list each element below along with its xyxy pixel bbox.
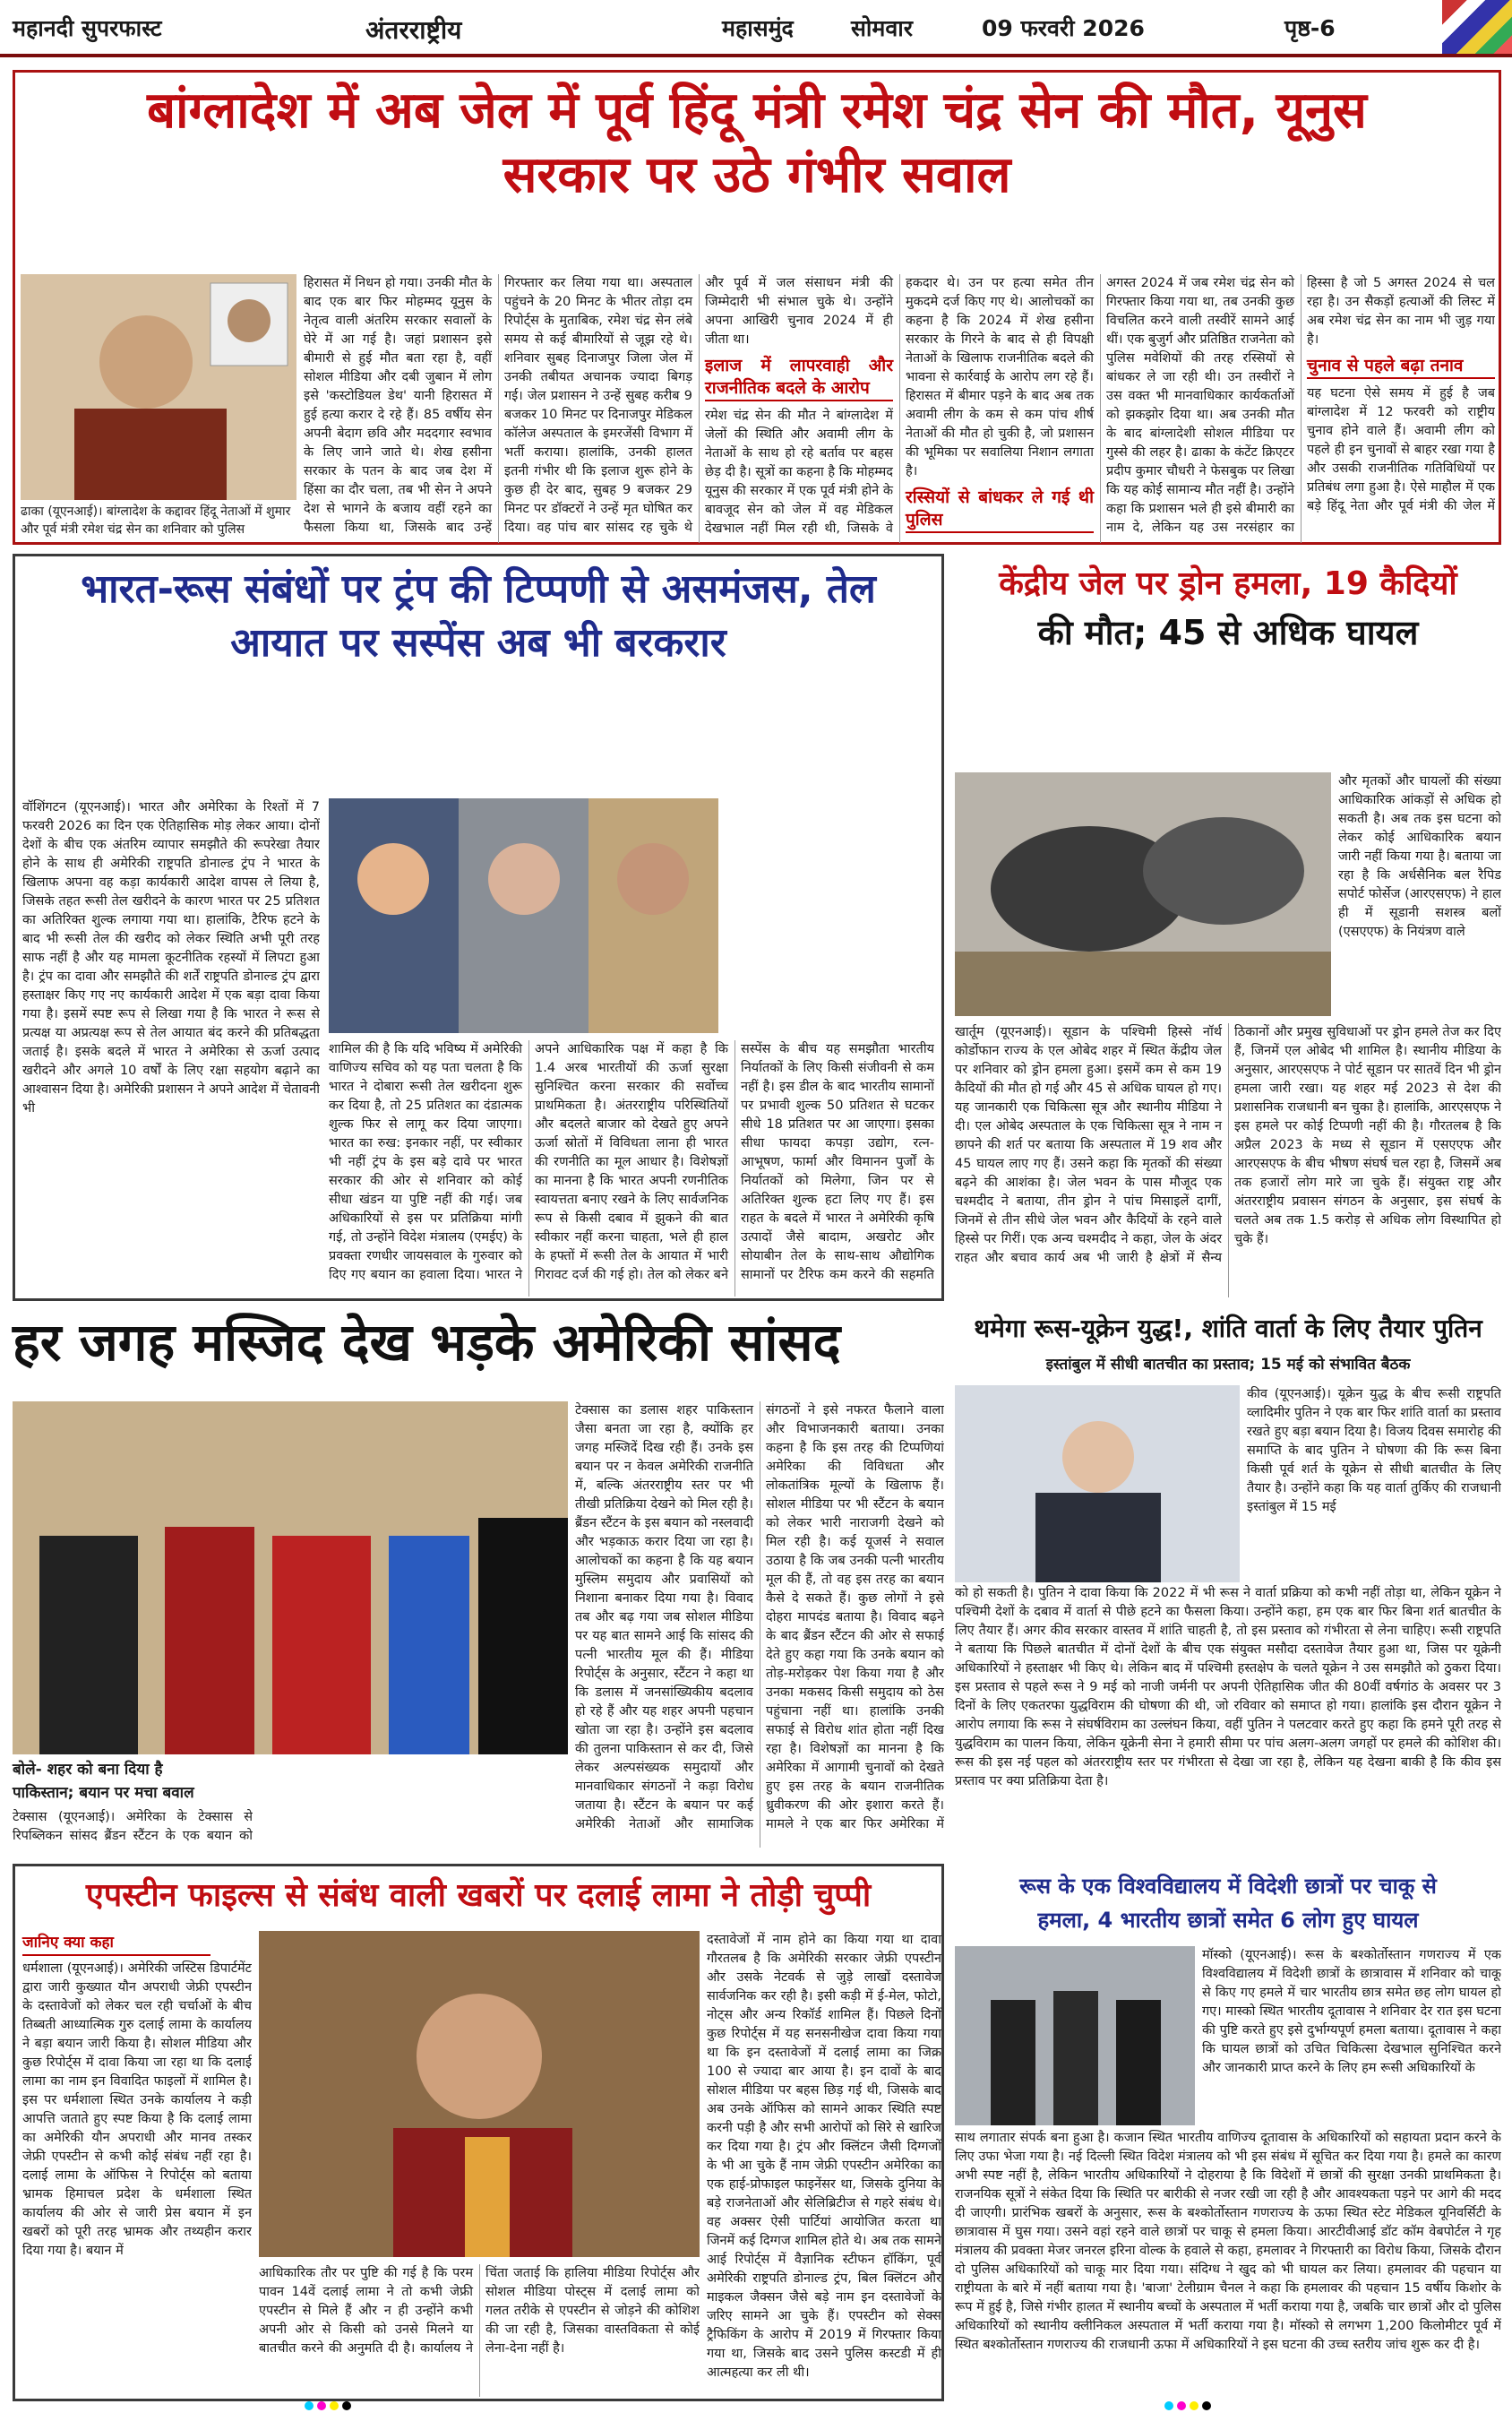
caption-line-2: पाकिस्तान; बयान पर मचा बवाल (13, 1784, 194, 1802)
paragraph: यह घटना ऐसे समय में हुई है जब बांग्लादेश में 12 फरवरी को राष्ट्रीय चुनाव होने वाले हैं। अवामी लीग को पहले ही इन चुनावों से बाहर रखा गया है और उसकी राजनीतिक गतिविधियों पर प्रतिबंध लगा हुआ है। ऐसे माहौल में एक बड़े हिंदू नेता और पूर्व मंत्री की जेल में (1307, 386, 1495, 513)
subhead-election: चुनाव से पहले बढ़ा तनाव (1307, 355, 1495, 379)
headline-bangladesh-2: सरकार पर उठे गंभीर सवाल (503, 146, 1011, 204)
label-dalai-lama: जानिए क्या कहा (22, 1931, 210, 1956)
body-us-mosque-intro (13, 1808, 253, 1848)
story-sudan-drone (955, 554, 1501, 1301)
day-name: सोमवार (851, 15, 913, 41)
issue-date: 09 फरवरी 2026 (982, 15, 1145, 41)
headline-russia-stabbing-2: हमला, 4 भारतीय छात्रों समेत 6 लोग हुए घायल (1037, 1908, 1419, 1933)
headline-us-mosque: हर जगह मस्जिद देख भड़के अमेरिकी सांसद (13, 1312, 841, 1373)
paragraph: को हो सकती है। पुतिन ने दावा किया कि 2022 में भी रूस ने वार्ता प्रक्रिया को कभी नहीं तोड़ा था, लेकिन यूक्रेन ने पश्चिमी देशों के दबाव में वार्ता से पीछे हटने का फैसला किया। उन्होंने कहा, हम एक बार फिर बिना शर्त बातचीत के लिए तैयार हैं। अगर कीव सरकार वास्तव में शांति चाहती है, तो इस प्रस्ताव को गंभीरता से लेना चाहिए। रूसी राष्ट्रपति ने बताया कि पिछले बातचीत में दोनों देशों के बीच एक संयुक्त मसौदा दस्तावेज तैयार हुआ था, जिस पर यूक्रेनी अधिकारियों ने हस्ताक्षर भी किए थे। लेकिन बाद में पश्चिमी हस्तक्षेप के चलते यूक्रेन ने उस समझौते को ठुकरा दिया। इस प्रस्ताव से पहले रूस ने 9 मई को नाजी जर्मनी पर अपनी ऐतिहासिक जीत की 80वीं वर्षगांठ के अवसर पर 3 दिनों के लिए एकतरफा युद्धविराम की घोषणा की थी, जो रविवार को समाप्त हो गया। हालांकि इस दौरान यूक्रेन ने आरोप लगाया कि रूस ने संघर्षविराम का उल्लंघन किया, वहीं पुतिन ने पलटवार करते हुए कहा कि हमने पूरी तरह से युद्धविराम का पालन किया, लेकिन यूक्रेनी सेना ने हमारी सीमा पर पांच अलग-अलग जगहों पर हमले की कोशिश की। रूस की इस नई पहल को अंतरराष्ट्रीय स्तर पर गंभीरता से देखा जा रहा है, लेकिन यह देखना बाकी है कि कीव इस प्रस्ताव पर क्या प्रतिक्रिया देता है। (955, 1586, 1501, 1788)
flags-graphic (1442, 0, 1512, 54)
paragraph: वॉशिंगटन (यूएनआई)। भारत और अमेरिका के रिश्तों में 7 फरवरी 2026 का दिन एक ऐतिहासिक मोड़ लेकर आया। दोनों देशों के बीच एक अंतरिम व्यापार समझौते की रूपरेखा तैयार होने के साथ ही अमेरिकी राष्ट्रपति डोनाल्ड ट्रंप ने भारत के खिलाफ अपना वह कड़ा कार्यकारी आदेश वापस ले लिया है, जिसके तहत रूसी तेल खरीदने के कारण भारत पर 25 प्रतिशत का अतिरिक्त शुल्क लगाया गया था। हालांकि, टैरिफ हटने के बाद भी रूसी तेल की खरीद को लेकर स्थिति अभी पूरी तरह साफ नहीं है और यह मामला कूटनीतिक रहस्यों में लिपटा हुआ है। ट्रंप का दावा और समझौते की शर्तें राष्ट्रपति डोनाल्ड ट्रंप द्वारा हस्ताक्षर किए गए नए कार्यकारी आदेश में एक बड़ा दावा किया गया है। इसमें स्पष्ट रूप से लिखा गया है कि भारत ने रूस से प्रत्यक्ष या अप्रत्यक्ष रूप से तेल आयात बंद करने की प्रतिबद्धता जताई है। इसके बदले में भारत ने अमेरिका से ऊर्जा उत्पाद खरीदने और अगले 10 वर्षों के लिए रक्षा सहयोग बढ़ाने का आश्वासन दिया है। अमेरिकी प्रशासन ने अपने आदेश में चेतावनी भी (22, 800, 320, 1116)
paragraph: टेक्सास का डलास शहर पाकिस्तान जैसा बनता जा रहा है, क्योंकि हर जगह मस्जिदें दिख रही हैं। उनके इस बयान पर न केवल अमेरिकी राजनीति में, बल्कि अंतरराष्ट्रीय स्तर पर भी तीखी प्रतिक्रिया देखने को मिल रही है। ब्रैंडन स्टैंटन के इस बयान को नस्लवादी और भड़काऊ करार दिया जा रहा है। आलोचकों का कहना है कि यह बयान मुस्लिम समुदाय और प्रवासियों को निशाना बनाकर दिया गया है। विवाद तब और बढ़ गया जब सोशल मीडिया पर यह बात सामने आई कि सांसद की पत्नी भारतीय मूल की हैं। मीडिया रिपोर्ट्स के अनुसार, स्टैंटन ने कहा था कि डलास में जनसांख्यिकीय बदलाव हो रहे हैं और यह शहर अपनी पहचान खोता जा रहा है। उन्होंने इस बदलाव की तुलना पाकिस्तान से कर दी, जिसे लेकर अल्पसंख्यक समुदायों और मानवाधिकार संगठनों ने कड़ा विरोध जताया है। स्टैंटन के बयान पर कई अमेरिकी नेताओं और सामाजिक संगठनों ने इसे नफरत फैलाने वाला और विभाजनकारी बताया। उनका कहना है कि इस तरह की टिप्पणियां अमेरिका की विविधता और लोकतांत्रिक मूल्यों के खिलाफ हैं। सोशल मीडिया पर भी स्टैंटन के बयान को लेकर भारी नाराजगी देखने को मिल रही है। कई यूजर्स ने सवाल उठाया है कि जब उनकी पत्नी भारतीय मूल की हैं, तो वह इस तरह का बयान कैसे दे सकते हैं। कुछ लोगों ने इसे दोहरा मापदंड बताया है। विवाद बढ़ने के बाद ब्रैंडन स्टैंटन की ओर से सफाई देते हुए कहा गया कि उनके बयान को तोड़-मरोड़कर पेश किया गया है और उनका मकसद किसी समुदाय को ठेस पहुंचाना नहीं था। हालांकि उनकी सफाई से विरोध शांत होता नहीं दिख रहा है। विशेषज्ञों का मानना है कि अमेरिका में आगामी चुनावों को देखते हुए इस तरह के बयान राजनीतिक ध्रुवीकरण की ओर इशारा करते हैं। मामले ने एक बार फिर अमेरिका में (575, 1403, 944, 1831)
masthead (0, 0, 1512, 57)
paragraph: दस्तावेजों में नाम होने का किया गया था दावा गौरतलब है कि अमेरिकी सरकार जेफ्री एपस्टीन और उसके नेटवर्क से जुड़े लाखों दस्तावेज सार्वजनिक कर रही है। इसी कड़ी में ई-मेल, फोटो, नोट्स और अन्य रिकॉर्ड शामिल हैं। पिछले दिनों कुछ रिपोर्ट्स में यह सनसनीखेज दावा किया गया था कि इन दस्तावेजों में दलाई लामा का जिक्र 100 से ज्यादा बार आया है। इन दावों के बाद सोशल मीडिया पर बहस छिड़ गई थी, जिसके बाद अब उनके ऑफिस को सामने आकर स्थिति स्पष्ट करनी पड़ी है और सभी आरोपों को सिरे से खारिज कर दिया गया है। ट्रंप और क्लिंटन जैसी दिग्गजों के भी आ चुके हैं नाम जेफ्री एपस्टीन अमेरिका का एक हाई-प्रोफाइल फाइनेंसर था, जिसके दुनिया के बड़े राजनेताओं और सेलिब्रिटीज से गहरे संबंध थे। वह अक्सर ऐसी पार्टियां आयोजित करता था जिनमें कई दिग्गज शामिल होते थे। अब तक सामने आई रिपोर्ट्स में वैज्ञानिक स्टीफन हॉकिंग, पूर्व अमेरिकी राष्ट्रपति डोनाल्ड ट्रंप, बिल क्लिंटन और माइकल जैक्सन जैसे बड़े नाम इन दस्तावेजों के जरिए सामने आ चुके हैं। एपस्टीन को सेक्स ट्रैफिकिंग के आरोप में 2019 में गिरफ्तार किया गया था, जिसके बाद उसने पुलिस कस्टडी में ही आत्महत्या कर ली थी। (707, 1933, 941, 2380)
subhead-negligence: इलाज में लापरवाही और राजनीतिक बदले के आरोप (705, 355, 893, 401)
photo-us-senator (13, 1401, 568, 1754)
headline-sudan-1 (955, 561, 1501, 608)
story-dalai-lama (13, 1864, 944, 2401)
photo-russia-police (955, 1946, 1195, 2125)
caption-line-1: बोले- शहर को बना दिया है (13, 1761, 163, 1779)
paragraph: और मृतकों और घायलों की संख्या आधिकारिक आंकड़ों से अधिक हो सकती है। अब तक इस घटना को लेकर कोई आधिकारिक बयान जारी नहीं किया गया है। बताया जा रहा है कि अर्धसैनिक बल रैपिड सपोर्ट फोर्सेज (आरएसएफ) ने हाल ही में सूडानी सशस्त्र बलों (एसएएफ) के नियंत्रण वाले (1338, 774, 1501, 939)
paragraph: शामिल की है कि यदि भविष्य में अमेरिकी वाणिज्य सचिव को यह पता चलता है कि भारत ने दोबारा रूसी तेल खरीदना शुरू कर दिया है, तो 25 प्रतिशत का दंडात्मक शुल्क फिर से लागू कर दिया जाएगा। भारत का रुख: इनकार नहीं, पर स्वीकार भी नहीं ट्रंप के इस बड़े दावे पर भारत सरकार की ओर से शनिवार को कोई सीधा खंडन या पुष्टि नहीं की गई। जब अधिकारियों से इस पर प्रतिक्रिया मांगी गई, तो उन्होंने विदेश मंत्रालय (एमईए) के प्रवक्ता रणधीर जायसवाल के गुरुवार को दिए गए बयान का हवाला दिया। भारत ने अपने आधिकारिक पक्ष में कहा है कि 1.4 अरब भारतीयों की ऊर्जा सुरक्षा सुनिश्चित करना सरकार की सर्वोच्च प्राथमिकता है। अंतरराष्ट्रीय परिस्थितियों और बदलते बाजार को देखते हुए अपने ऊर्जा स्रोतों में विविधता लाना ही भारत की रणनीति का मूल आधार है। विशेषज्ञों का मानना है कि भारत अपनी रणनीतिक स्वायत्तता बनाए रखने के लिए सार्वजनिक रूप से किसी दबाव में झुकने की बात स्वीकार नहीं करना चाहता, भले ही हाल के हफ्तों में रूसी तेल के आयात में भारी गिरावट दर्ज की गई हो। तेल को लेकर बने सस्पेंस के बीच यह समझौता भारतीय निर्यातकों के लिए किसी संजीवनी से कम नहीं है। इस डील के बाद भारतीय सामानों पर प्रभावी शुल्क 50 प्रतिशत से घटकर सीधे 18 प्रतिशत पर आ जाएगा। इसका सीधा फायदा कपड़ा उद्योग, रत्न-आभूषण, फार्मा और विमानन पुर्जों के निर्यातकों को मिलेगा, जिन पर से अतिरिक्त शुल्क हटा लिए गए हैं। इस राहत के बदले में भारत ने अमेरिकी कृषि उत्पादों जैसे बादाम, अखरोट और सोयाबीन तेल के साथ-साथ औद्योगिक सामानों पर टैरिफ कम करने की सहमति (329, 1042, 934, 1282)
headline-india-russia-2: आयात पर सस्पेंस अब भी बरकरार (230, 620, 726, 666)
body-russia-side (1202, 1946, 1501, 2125)
story-bangladesh (13, 70, 1501, 545)
paragraph: आधिकारिक तौर पर पुष्टि की गई है कि परम पावन 14वें दलाई लामा ने तो कभी जेफ्री एपस्टीन से मिले हैं और न ही उन्होंने कभी अपनी ओर से किसी को उनसे मिलने या बातचीत करने की अनुमति दी है। कार्यालय ने चिंता जताई कि हालिया मीडिया रिपोर्ट्स और सोशल मीडिया पोस्ट्स में दलाई लामा को गलत तरीके से एपस्टीन से जोड़ने की कोशिश की जा रही है, जिसका वास्तविकता से कोई लेना-देना नहीं है। (259, 2266, 700, 2356)
paragraph: टेक्सास (यूएनआई)। अमेरिका के टेक्सास से रिपब्लिकन सांसद ब्रैंडन स्टैंटन के एक बयान को (13, 1810, 253, 1843)
photo-dalai-lama (259, 1931, 700, 2257)
paper-name: महानदी सुपरफास्ट (13, 15, 162, 41)
paragraph: मॉस्को (यूएनआई)। रूस के बश्कोर्तोस्तान गणराज्य में एक विश्वविद्यालय में विदेशी छात्रों के छात्रावास में शनिवार को चाकू से किए गए हमले में चार भारतीय छात्र समेत छह लोग घायल हो गए। मास्को स्थित भारतीय दूतावास ने शनिवार देर रात इस घटना की पुष्टि करते हुए इसे दुर्भाग्यपूर्ण हमला बताया। दूतावास ने कहा कि घायल छात्रों को उचित चिकित्सा देखभाल सुनिश्चित करने और जानकारी प्राप्त करने के लिए हम रूसी अधिकारियों के (1202, 1948, 1501, 2075)
body-bangladesh (304, 274, 1495, 543)
photo-trump-putin-modi (329, 798, 718, 1033)
photo-sudan-smoke (955, 772, 1331, 1016)
paragraph: हिरासत में निधन हो गया। उनकी मौत के बाद एक बार फिर मोहम्मद यूनुस के नेतृत्व वाली अंतरिम सरकार सवालों के घेरे में आ गई है। जहां प्रशासन इसे बीमारी से हुई मौत बता रहा है, वहीं सोशल मीडिया और दबी जुबान में लोग इसे 'कस्टोडियल डेथ' यानी हिरासत में हुई हत्या करार दे रहे हैं। 85 वर्षीय सेन अपनी बेदाग छवि और मददगार स्वभाव के लिए जाने जाते थे। शेख हसीना सरकार के पतन के बाद जब देश में हिंसा का दौर चला, तब भी सेन ने अपने देश से भागने के बजाय वहीं रहने का फैसला किया था, जिसके बाद उन्हें गिरफ्तार कर लिया गया था। अस्पताल पहुंचने के 20 मिनट के भीतर तोड़ा दम रिपोर्ट्स के मुताबिक, रमेश चंद्र सेन लंबे समय से कई बीमारियों से जूझ रहे थे। शनिवार सुबह दिनाजपुर जिला जेल में उनकी तबीयत अचानक ज्यादा बिगड़ गई। जेल प्रशासन ने उन्हें सुबह करीब 9 बजकर 10 मिनट पर दिनाजपुर मेडिकल कॉलेज अस्पताल के इमरजेंसी विभाग में भर्ती कराया। हालांकि, उनकी हालत इतनी गंभीर थी कि इलाज शुरू होने के कुछ ही देर बाद, सुबह 9 बजकर 29 मिनट पर डॉक्टरों ने उन्हें मृत घोषित कर दिया। वह पांच बार सांसद रह चुके थे और पूर्व में जल संसाधन मंत्री की जिम्मेदारी भी संभाल चुके थे। उन्होंने अपना आखिरी चुनाव 2024 में ही जीता था। (304, 276, 893, 535)
story-putin-talks (955, 1310, 1501, 1848)
body-us-mosque (575, 1401, 944, 1848)
headline-bangladesh-1: बांग्लादेश में अब जेल में पूर्व हिंदू मंत्री रमेश चंद्र सेन की मौत, यूनुस (147, 82, 1367, 140)
body-sudan (955, 1023, 1501, 1297)
headline-russia-stabbing-1: रूस के एक विश्वविद्यालय में विदेशी छात्रों पर चाकू से (1019, 1874, 1437, 1899)
body-dalai-lama-left (22, 1960, 252, 2397)
story-russia-stabbing (955, 1864, 1501, 2401)
story-us-mosque (13, 1310, 944, 1848)
photo-ramesh-chandra-sen (21, 274, 296, 500)
body-dalai-lama-mid (259, 2264, 700, 2397)
headline-putin: थमेगा रूस-यूक्रेन युद्ध!, शांति वार्ता के लिए तैयार पुतिन (974, 1314, 1482, 1343)
headline-sudan-1-text: केंद्रीय जेल पर ड्रोन हमला, 19 कैदियों (999, 565, 1457, 602)
body-dalai-lama-right (707, 1931, 941, 2397)
caption-us-mosque (13, 1758, 253, 1806)
section-name: अंतरराष्ट्रीय (365, 15, 462, 45)
story-india-russia (13, 554, 944, 1301)
paragraph: खार्तूम (यूएनआई)। सूडान के पश्चिमी हिस्से नॉर्थ कोर्डोफान राज्य के एल ओबेद शहर में स्थित केंद्रीय जेल पर शनिवार को ड्रोन हमला हुआ। इसमें कम से कम 19 कैदियों की मौत हो गई और 45 से अधिक घायल हो गए। यह जानकारी एक चिकित्सा सूत्र और स्थानीय मीडिया ने दी। एल ओबेद अस्पताल के एक चिकित्सा सूत्र ने नाम न छापने की शर्त पर बताया कि अस्पताल में 19 शव और 45 घायल लाए गए हैं। उसने कहा कि मृतकों की संख्या बढ़ने की आशंका है। जेल भवन के पास मौजूद एक चश्मदीद ने बताया, तीन ड्रोन ने पांच मिसाइलें दागीं, जिनमें से तीन सीधे जेल भवन और कैदियों के रहने वाले हिस्से पर गिरीं। एक अन्य चश्मदीद ने कहा, जेल के अंदर राहत और बचाव कार्य अब भी जारी है क्षेत्रों में सैन्य ठिकानों और प्रमुख सुविधाओं पर ड्रोन हमले तेज कर दिए हैं, जिनमें एल ओबेद भी शामिल है। स्थानीय मीडिया के अनुसार, आरएसएफ ने पोर्ट सूडान पर सातवें दिन भी ड्रोन हमला जारी रखा। यह शहर मई 2023 से देश की प्रशासनिक राजधानी बन चुका है। हालांकि, आरएसएफ ने इस हमले पर कोई टिप्पणी नहीं की है। गौरतलब है कि अप्रैल 2023 के मध्य से सूडान में एसएएफ और आरएसएफ के बीच भीषण संघर्ष चल रहा है, जिसमें अब तक हजारों लोग मारे जा चुके हैं। संयुक्त राष्ट्र और अंतरराष्ट्रीय प्रवासन संगठन के अनुसार, इस संघर्ष के चलते अब तक 1.5 करोड़ से अधिक लोग विस्थापित हो चुके हैं। (955, 1025, 1501, 1265)
paragraph: रमेश चंद्र सेन की मौत ने बांग्लादेश में जेलों की स्थिति और अवामी लीग के नेताओं के साथ हो रहे बर्ताव पर बहस छेड़ दी है। सूत्रों का कहना है कि मोहम्मद यूनुस की सरकार में एक पूर्व मंत्री होने के बावजूद सेन को जेल में वह मेडिकल देखभाल नहीं मिल रही थी, जिसके वे हकदार थे। उन पर हत्या समेत तीन मुकदमे दर्ज किए गए थे। आलोचकों का कहना है कि 2024 में शेख हसीना सरकार के गिरने के बाद से ही विपक्षी नेताओं के खिलाफ राजनीतिक बदले की भावना से कार्रवाई के आरोप लग रहे हैं। हिरासत में बीमार पड़ने के बाद अब तक अवामी लीग के कम से कम पांच शीर्ष नेताओं की मौत हो चुकी है, जो प्रशासन की भूमिका पर सवालिया निशान लगाता है। (705, 276, 1094, 536)
paragraph: साथ लगातार संपर्क बना हुआ है। कजान स्थित भारतीय वाणिज्य दूतावास के अधिकारियों को सहायता प्रदान करने के लिए उफा भेजा गया है। नई दिल्ली स्थित विदेश मंत्रालय को भी इस संबंध में सूचित कर दिया गया है। हमले का कारण अभी स्पष्ट नहीं है, लेकिन भारतीय अधिकारियों ने दोहराया है कि विदेशों में छात्रों की सुरक्षा उनकी प्राथमिकता है। राजनयिक सूत्रों ने संकेत दिया कि स्थिति पर बारीकी से नजर रखी जा रही है और आवश्यकता पड़ने पर आगे की मदद दी जाएगी। प्रारंभिक खबरों के अनुसार, रूस के बश्कोर्तोस्तान गणराज्य के ऊफा स्थित स्टेट मेडिकल यूनिवर्सिटी के छात्रावास में घुस गया। उसने वहां रहने वाले छात्रों पर चाकू से हमला किया। आरटीवीआई डॉट कॉम वेबपोर्टल ने गृह मंत्रालय की प्रवक्ता मेजर जनरल इरिना वोल्क के हवाले से कहा, हमलावर ने गिरफ्तारी का विरोध किया, जिसके दौरान दो पुलिस अधिकारियों को चाकू मार दिया गया। संदिग्ध ने खुद को भी घायल कर लिया। हमलावर की पहचान या राष्ट्रीयता के बारे में नहीं बताया गया है। 'बाजा' टेलीग्राम चैनल ने कहा कि हमलावर की पहचान 15 वर्षीय किशोर के रूप में हुई है, जिसे गंभीर हालत में स्थानीय बच्चों के अस्पताल में भर्ती कराया गया है, जबकि चार छात्रों और दो पुलिस अधिकारियों को स्थानीय क्लीनिकल अस्पताल में भर्ती कराया गया है। मॉस्को से लगभग 1,200 किलोमीटर पूर्व में स्थित बश्कोर्तोस्तान गणराज्य की राजधानी ऊफा में अधिकारियों ने इस घटना की उच्च स्तरीय जांच शुरू कर दी है। (955, 2131, 1501, 2352)
page-number: पृष्ठ-6 (1284, 15, 1336, 41)
body-india-russia-left (22, 798, 320, 1297)
photo-putin (955, 1385, 1240, 1582)
body-india-russia-right (329, 1040, 934, 1297)
body-putin (955, 1584, 1501, 1848)
caption-bangladesh: ढाका (यूएनआई)। बांग्लादेश के कद्दावर हिंदू नेताओं में शुमार और पूर्व मंत्री रमेश चंद्र सेन का शनिवार को पुलिस (21, 504, 291, 537)
paragraph: कीव (यूएनआई)। यूक्रेन युद्ध के बीच रूसी राष्ट्रपति व्लादिमीर पुतिन ने एक बार फिर शांति वार्ता का प्रस्ताव रखते हुए बड़ा बयान दिया है। विजय दिवस समारोह की समाप्ति के बाद पुतिन ने घोषणा की कि रूस बिना किसी पूर्व शर्त के यूक्रेन से सीधी बातचीत के लिए तैयार है। उन्होंने कहा कि यह वार्ता तुर्किए की राजधानी इस्तांबुल में 15 मई (1247, 1387, 1501, 1514)
subhead-ropes: रस्सियों से बांधकर ले गई थी पुलिस (906, 487, 1094, 533)
headline-dalai-lama: एपस्टीन फाइल्स से संबंध वाली खबरों पर दलाई लामा ने तोड़ी चुप्पी (85, 1877, 872, 1914)
body-putin-side (1247, 1385, 1501, 1582)
body-russia (955, 2129, 1501, 2394)
subhead-putin: इस्तांबुल में सीधी बातचीत का प्रस्ताव; 15 मई को संभावित बैठक (1045, 1356, 1411, 1374)
registration-mark (1164, 2401, 1218, 2412)
body-sudan-side (1338, 772, 1501, 1016)
city-name: महासमुंद (722, 15, 794, 41)
headline-india-russia-1: भारत-रूस संबंधों पर ट्रंप की टिप्पणी से असमंजस, तेल (81, 566, 876, 612)
paragraph: धर्मशाला (यूएनआई)। अमेरिकी जस्टिस डिपार्टमेंट द्वारा जारी कुख्यात यौन अपराधी जेफ्री एपस्टीन के दस्तावेजों को लेकर चल रही चर्चाओं के बीच तिब्बती आध्यात्मिक गुरु दलाई लामा के कार्यालय ने बड़ा बयान जारी किया है। सोशल मीडिया और कुछ रिपोर्ट्स में दावा किया जा रहा था कि दलाई लामा का नाम इन विवादित फाइलों में शामिल है। इस पर धर्मशाला स्थित उनके कार्यालय ने कड़ी आपत्ति जताते हुए स्पष्ट किया है कि दलाई लामा का अमेरिकी यौन अपराधी और मानव तस्कर जेफ्री एपस्टीन से कभी कोई संबंध नहीं रहा है। दलाई लामा के ऑफिस ने रिपोर्ट्स को बताया भ्रामक हिमाचल प्रदेश के धर्मशाला स्थित कार्यालय की ओर से जारी प्रेस बयान में इन खबरों को पूरी तरह भ्रामक और तथ्यहीन करार दिया गया है। बयान में (22, 1961, 252, 2258)
registration-mark (305, 2401, 358, 2412)
paragraph: अगस्त 2024 में जब रमेश चंद्र सेन को गिरफ्तार किया गया था, तब उनकी कुछ विचलित करने वाली तस्वीरें सामने आई थीं। एक बुजुर्ग और प्रतिष्ठित राजनेता को पुलिस मवेशियों की तरह रस्सियों से बांधकर ले जा रही थी। उन तस्वीरों ने उस वक्त भी मानवाधिकार कार्यकर्ताओं को झकझोर दिया था। अब उनकी मौत के बाद बांग्लादेशी सोशल मीडिया पर गुस्से की लहर है। ढाका के कंटेंट क्रिएटर प्रदीप कुमार चौधरी ने फेसबुक पर लिखा कि यह कोई सामान्य मौत नहीं है। उन्होंने कहा कि प्रशासन भले ही इसे बीमारी का नाम दे, लेकिन यह उस नरसंहार का हिस्सा है जो 5 अगस्त 2024 से चल रहा है। उन सैकड़ों हत्याओं की लिस्ट में अब रमेश चंद्र सेन का नाम भी जुड़ गया है। (1106, 276, 1495, 535)
headline-sudan-2: की मौत; 45 से अधिक घायल (1037, 613, 1419, 652)
